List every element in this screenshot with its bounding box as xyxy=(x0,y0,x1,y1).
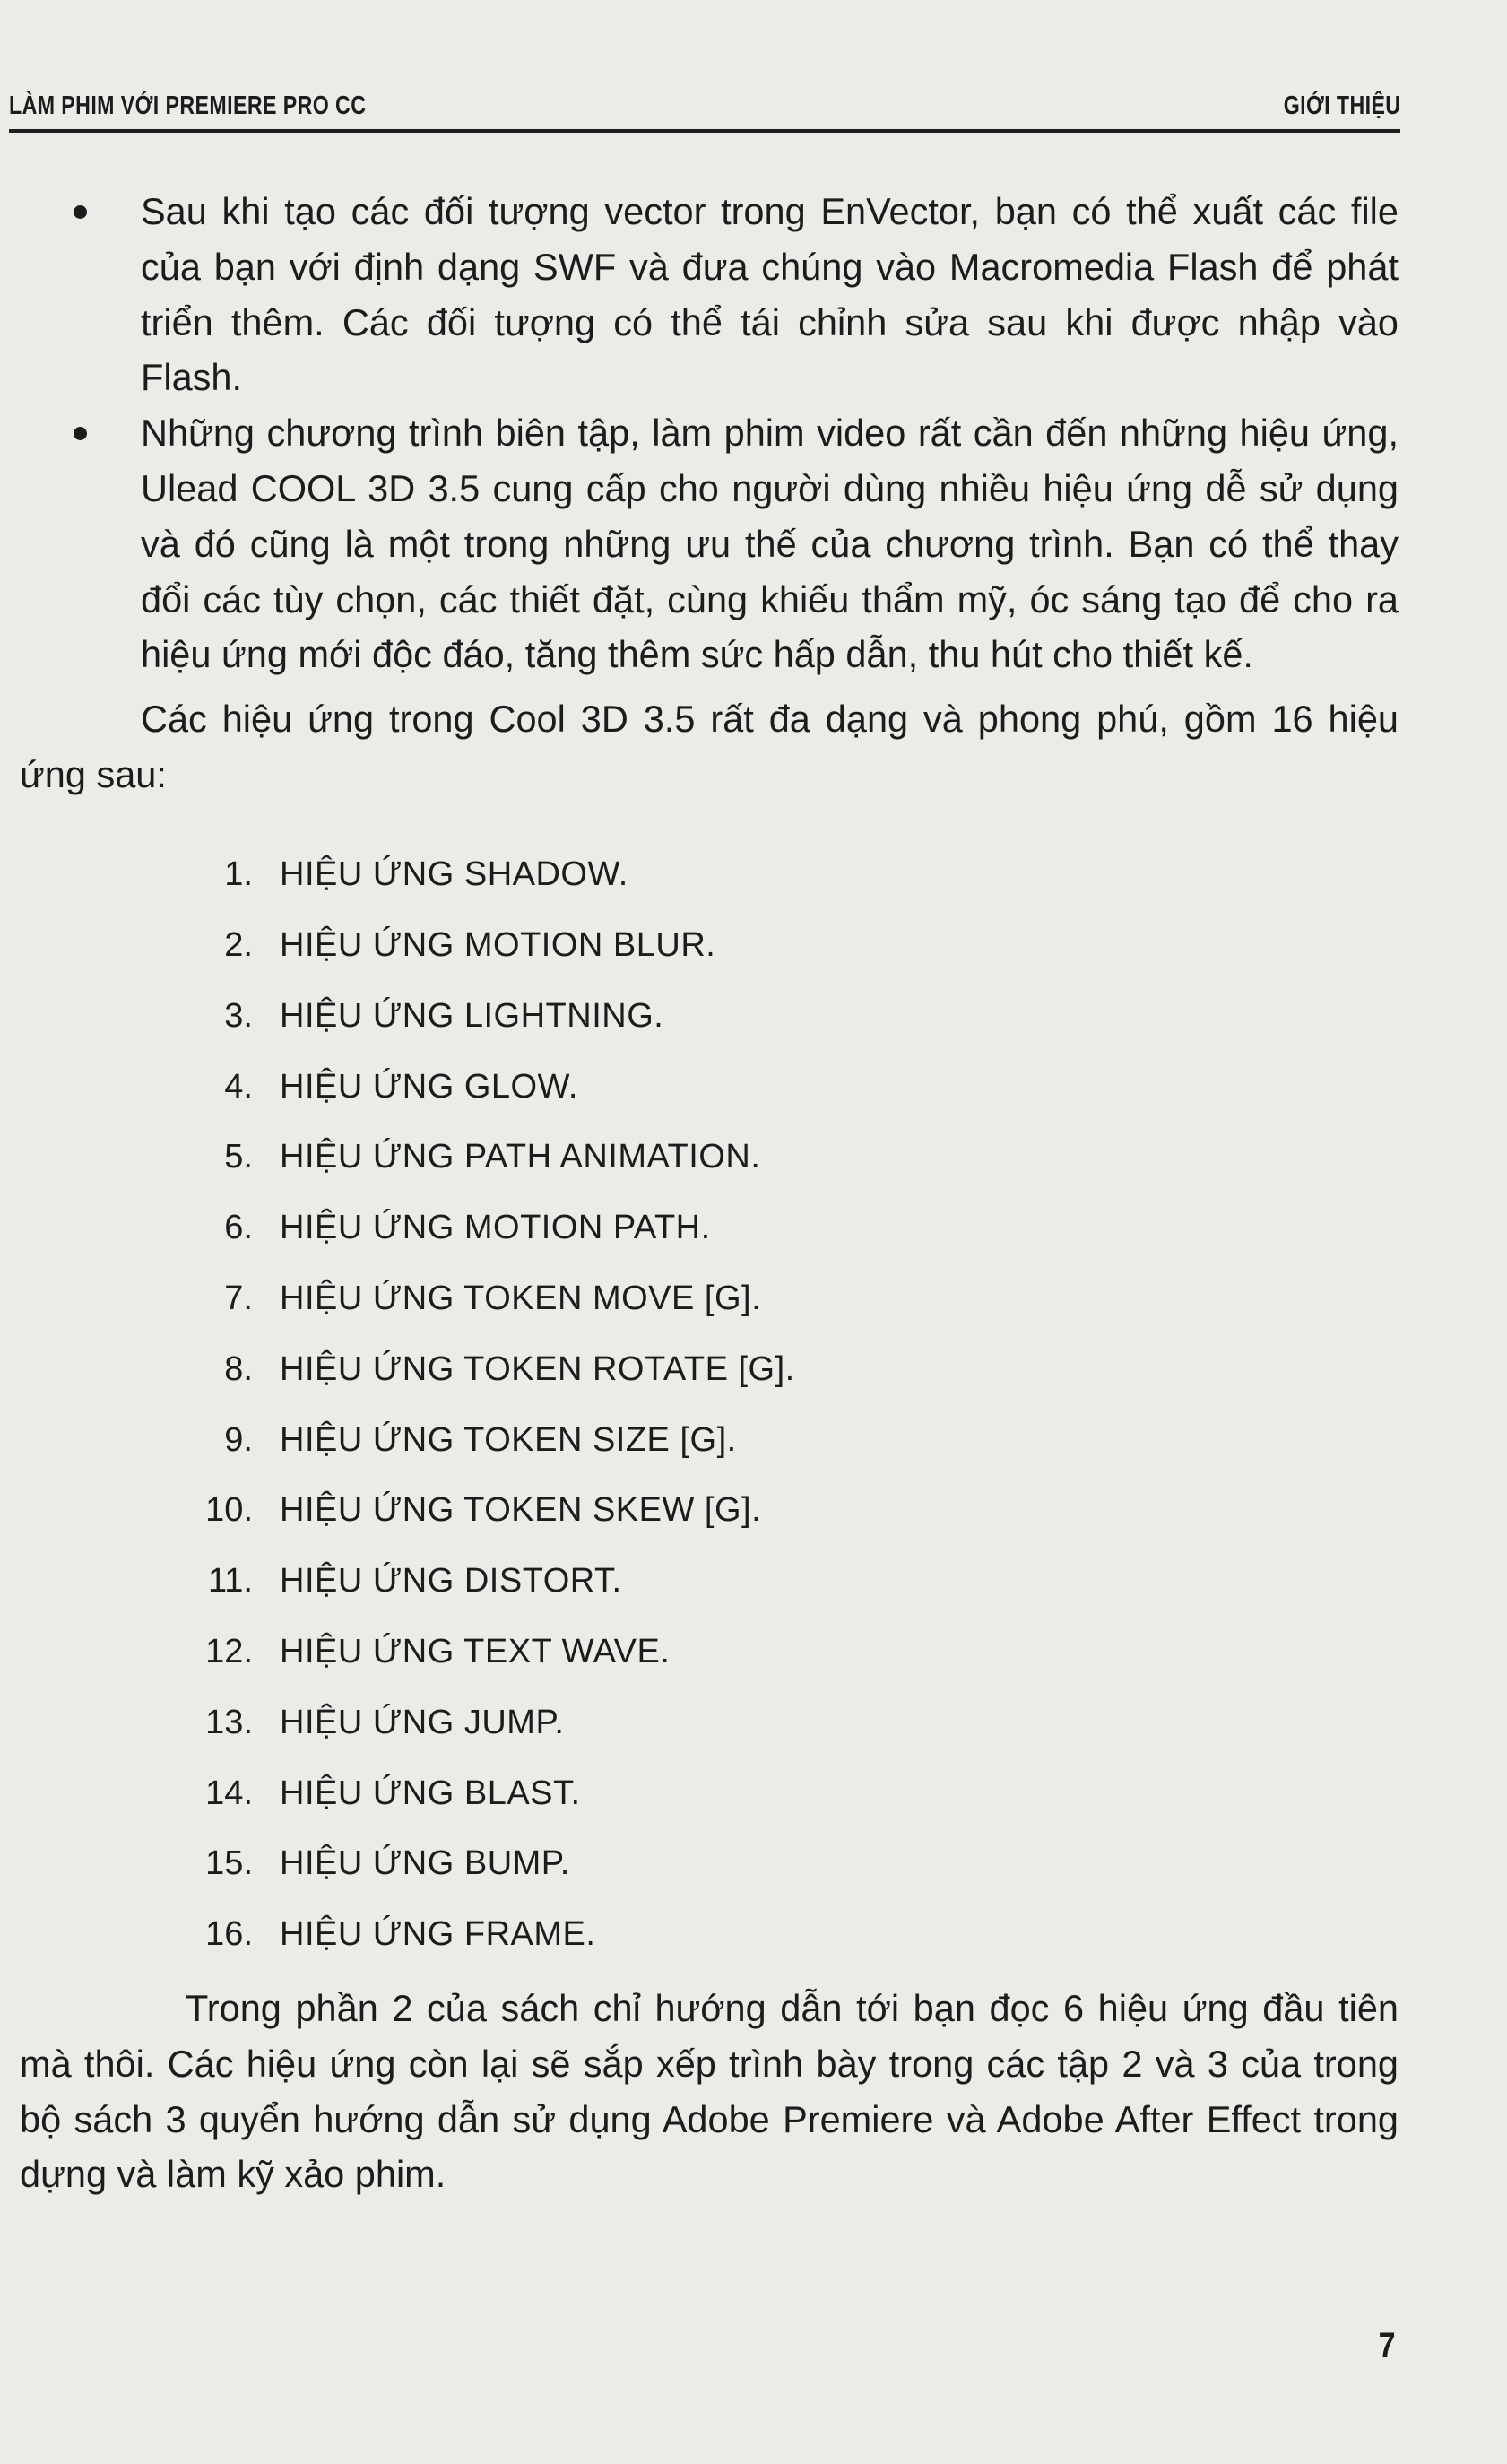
bullet-item xyxy=(20,184,1399,405)
effect-name: HIỆU ỨNG GLOW. xyxy=(280,1067,578,1106)
effect-name: HIỆU ỨNG SHADOW. xyxy=(280,855,628,894)
effect-item xyxy=(20,1899,1399,1970)
effect-item xyxy=(20,1687,1399,1758)
effect-name: HIỆU ỨNG MOTION BLUR. xyxy=(280,926,716,965)
effect-number: 16. xyxy=(205,1915,253,1954)
effect-number: 6. xyxy=(224,1209,253,1247)
effect-number: 10. xyxy=(205,1491,253,1530)
effect-name: HIỆU ỨNG BLAST. xyxy=(280,1774,581,1812)
effect-name: HIỆU ỨNG TOKEN MOVE [G]. xyxy=(280,1280,762,1318)
effect-name: HIỆU ỨNG DISTORT. xyxy=(280,1562,622,1601)
effect-number: 5. xyxy=(224,1138,253,1176)
page-body xyxy=(20,184,1399,2240)
effect-item xyxy=(20,1405,1399,1476)
effect-name: HIỆU ỨNG FRAME. xyxy=(280,1915,596,1954)
effects-list xyxy=(20,839,1399,1970)
effect-number: 7. xyxy=(224,1280,253,1318)
effect-number: 1. xyxy=(224,855,253,894)
effect-item xyxy=(20,981,1399,1052)
bullet-item xyxy=(20,405,1399,682)
effect-number: 4. xyxy=(224,1067,253,1106)
bullet-dot xyxy=(74,205,87,219)
effect-item xyxy=(20,1475,1399,1546)
effect-name: HIỆU ỨNG JUMP. xyxy=(280,1703,565,1741)
effect-number: 15. xyxy=(205,1844,253,1883)
bullet-text: Những chương trình biên tập, làm phim video rất cần đến những hiệu ứng, Ulead COOL 3D 3.5 cung cấp cho người dùng nhiều hiệu ứng dễ sử dụng và đó cũng là một trong những ưu thế của chương trình. Bạn có thể thay đổi các tùy chọn, các thiết đặt, cùng khiếu thẩm mỹ, óc sáng tạo để cho ra hiệu ứng mới độc đáo, tăng thêm sức hấp dẫn, thu hút cho thiết kế. xyxy=(141,412,1399,676)
effect-item xyxy=(20,1758,1399,1829)
effect-number: 14. xyxy=(205,1774,253,1812)
effect-item xyxy=(20,1122,1399,1193)
effect-name: HIỆU ỨNG TOKEN SIZE [G]. xyxy=(280,1420,737,1459)
effect-number: 12. xyxy=(205,1633,253,1671)
effect-number: 2. xyxy=(224,926,253,965)
intro-paragraph: Các hiệu ứng trong Cool 3D 3.5 rất đa dạng và phong phú, gồm 16 hiệu ứng sau: xyxy=(20,698,1399,795)
effect-item xyxy=(20,910,1399,981)
effect-number: 9. xyxy=(224,1420,253,1459)
effect-item xyxy=(20,1334,1399,1405)
effect-name: HIỆU ỨNG BUMP. xyxy=(280,1844,570,1883)
effect-item xyxy=(20,1546,1399,1617)
closing-paragraph: Trong phần 2 của sách chỉ hướng dẫn tới bạn đọc 6 hiệu ứng đầu tiên mà thôi. Các hiệu ứng còn lại sẽ sắp xếp trình bày trong các tập 2 và 3 của trong bộ sách 3 quyển hướng dẫn sử dụng Adobe Premiere và Adobe After Effect trong dựng và làm kỹ xảo phim. xyxy=(20,1987,1399,2196)
effect-item xyxy=(20,1193,1399,1263)
effect-number: 3. xyxy=(224,996,253,1035)
effect-item xyxy=(20,1828,1399,1899)
effect-name: HIỆU ỨNG PATH ANIMATION. xyxy=(280,1138,761,1176)
effect-number: 8. xyxy=(224,1349,253,1388)
effect-number: 11. xyxy=(207,1562,253,1601)
section-title: GIỚI THIỆU xyxy=(1283,91,1400,120)
effect-number: 13. xyxy=(205,1703,253,1741)
effect-item xyxy=(20,1263,1399,1334)
effect-name: HIỆU ỨNG LIGHTNING. xyxy=(280,996,664,1035)
effect-item xyxy=(20,839,1399,910)
effect-name: HIỆU ỨNG TOKEN SKEW [G]. xyxy=(280,1491,762,1530)
page-number: 7 xyxy=(1378,2326,1396,2365)
bullet-dot xyxy=(74,427,87,440)
effect-item xyxy=(20,1617,1399,1687)
book-title: LÀM PHIM VỚI PREMIERE PRO CC xyxy=(9,91,367,120)
bullet-text: Sau khi tạo các đối tượng vector trong EnVector, bạn có thể xuất các file của bạn với định dạng SWF và đưa chúng vào Macromedia Flash để phát triển thêm. Các đối tượng có thể tái chỉnh sửa sau khi được nhập vào Flash. xyxy=(141,190,1399,399)
effect-name: HIỆU ỨNG TOKEN ROTATE [G]. xyxy=(280,1349,795,1388)
effect-name: HIỆU ỨNG MOTION PATH. xyxy=(280,1209,711,1247)
effect-item xyxy=(20,1052,1399,1123)
running-header xyxy=(9,86,1400,133)
effect-name: HIỆU ỨNG TEXT WAVE. xyxy=(280,1633,671,1671)
